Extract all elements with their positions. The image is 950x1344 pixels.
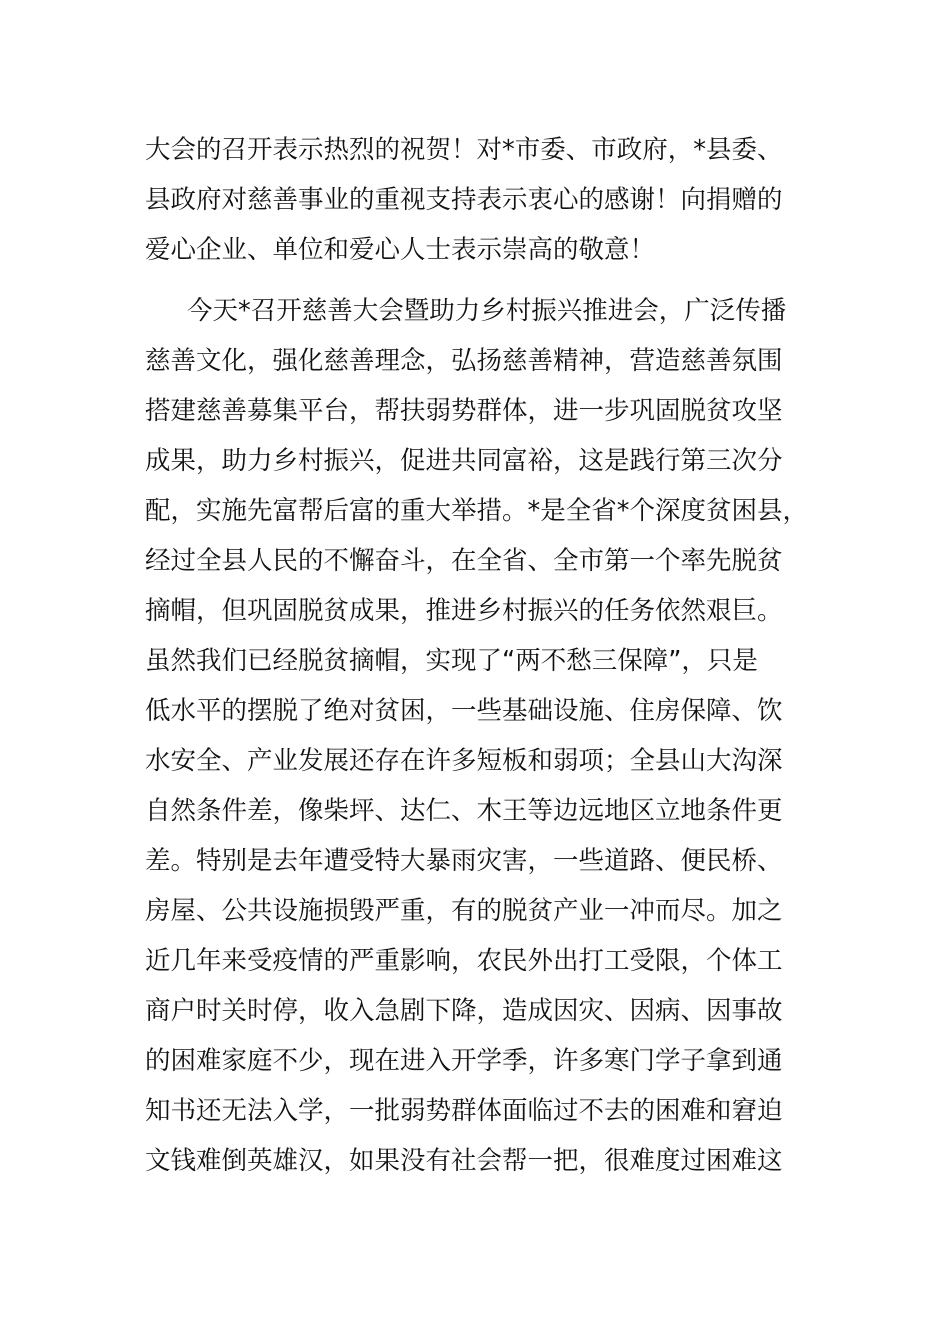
text-line: 今天*召开慈善大会暨助力乡村振兴推进会，广泛传播 — [187, 296, 787, 326]
text-line: 搭建慈善募集平台，帮扶弱势群体，进一步巩固脱贫攻坚 — [145, 396, 783, 426]
text-line: 成果，助力乡村振兴，促进共同富裕，这是践行第三次分 — [145, 446, 783, 476]
text-line: 近几年来受疫情的严重影响，农民外出打工受限，个体工 — [145, 946, 783, 976]
text-line: 的困难家庭不少，现在进入开学季，许多寒门学子拿到通 — [145, 1046, 783, 1076]
text-line: 虽然我们已经脱贫摘帽，实现了“两不愁三保障”，只是 — [145, 646, 758, 676]
text-line: 水安全、产业发展还存在许多短板和弱项；全县山大沟深 — [145, 746, 783, 776]
text-line: 房屋、公共设施损毁严重，有的脱贫产业一冲而尽。加之 — [145, 896, 783, 926]
text-line: 县政府对慈善事业的重视支持表示衷心的感谢！向捐赠的 — [145, 185, 783, 215]
paragraph-1 — [145, 125, 825, 275]
text-line: 低水平的摆脱了绝对贫困，一些基础设施、住房保障、饮 — [145, 696, 783, 726]
text-line: 商户时关时停，收入急剧下降，造成因灾、因病、因事故 — [145, 996, 783, 1026]
text-line: 爱心企业、单位和爱心人士表示崇高的敬意！ — [145, 235, 656, 265]
text-line: 自然条件差，像柴坪、达仁、木王等边远地区立地条件更 — [145, 796, 783, 826]
text-line: 配，实施先富帮后富的重大举措。*是全省*个深度贫困县， — [145, 496, 809, 526]
text-line: 文钱难倒英雄汉，如果没有社会帮一把，很难度过困难这 — [145, 1146, 783, 1176]
text-line: 慈善文化，强化慈善理念，弘扬慈善精神，营造慈善氛围 — [145, 346, 783, 376]
text-line: 差。特别是去年遭受特大暴雨灾害，一些道路、便民桥、 — [145, 846, 783, 876]
text-line: 知书还无法入学，一批弱势群体面临过不去的困难和窘迫 — [145, 1096, 783, 1126]
paragraph-2 — [145, 286, 825, 1186]
text-line: 经过全县人民的不懈奋斗，在全省、全市第一个率先脱贫 — [145, 546, 783, 576]
text-line: 大会的召开表示热烈的祝贺！对*市委、市政府，*县委、 — [145, 135, 783, 165]
text-line: 摘帽，但巩固脱贫成果，推进乡村振兴的任务依然艰巨。 — [145, 596, 783, 626]
